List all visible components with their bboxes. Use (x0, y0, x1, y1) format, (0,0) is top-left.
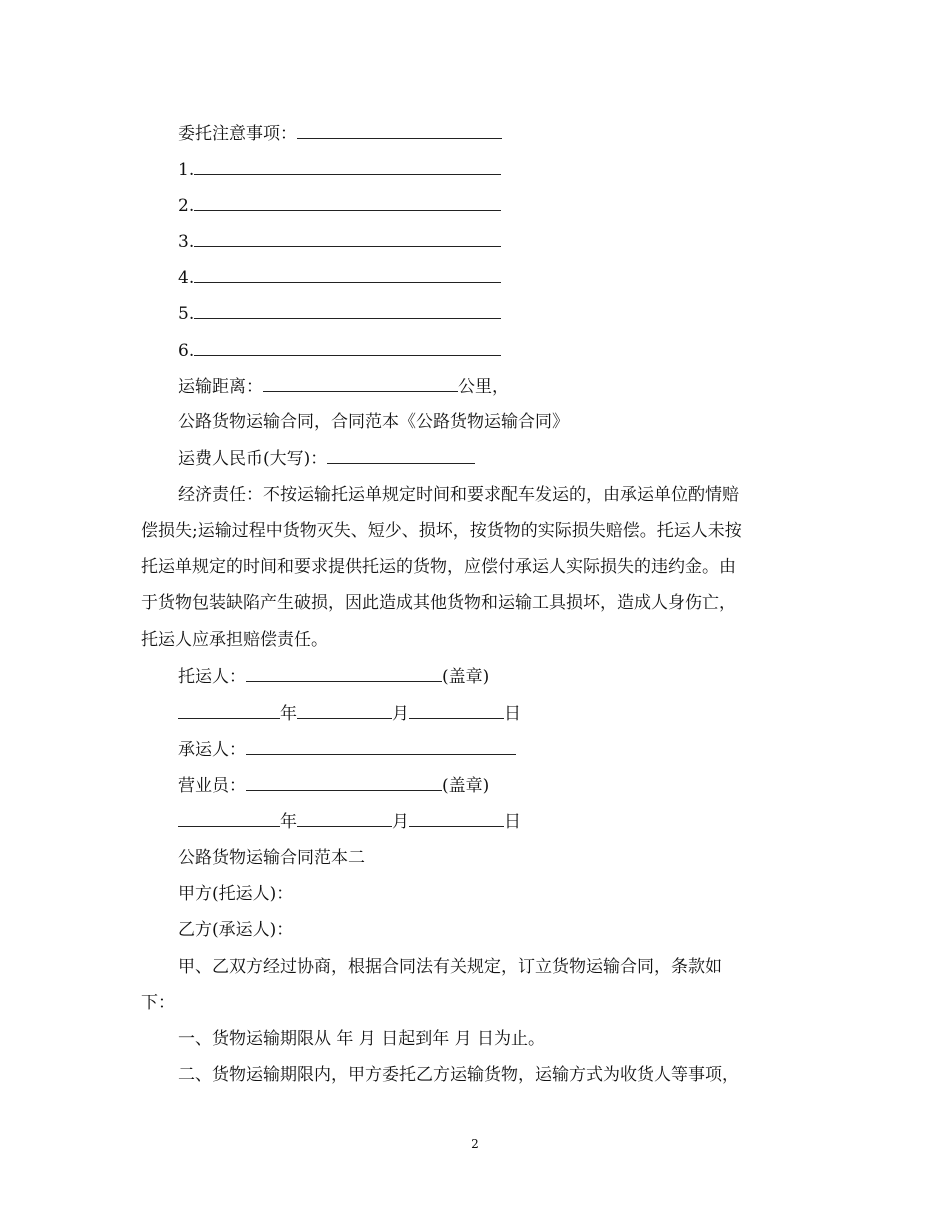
page-number: 2 (471, 1137, 479, 1151)
note-item-number: 4. (178, 268, 195, 288)
distance-line (178, 375, 509, 398)
year-label: 年 (280, 704, 297, 724)
shipper-label: 托运人： (178, 667, 246, 687)
shipper-line (178, 665, 489, 688)
note-item-number: 3. (178, 232, 195, 252)
year-blank (178, 810, 280, 827)
year-label: 年 (280, 812, 297, 832)
notes-line (178, 122, 502, 145)
agreement-line-2: 下： (141, 993, 175, 1013)
carrier-line (178, 738, 516, 761)
note-item-5 (178, 302, 501, 325)
note-item-number: 5. (178, 304, 195, 324)
month-label: 月 (392, 812, 409, 832)
seal-label: (盖章) (442, 667, 490, 687)
distance-unit: 公里， (458, 377, 509, 397)
note-item-2 (178, 194, 501, 217)
seal-label: (盖章) (442, 776, 490, 796)
clerk-line (178, 774, 489, 797)
note-item-blank (194, 194, 501, 211)
day-label: 日 (504, 704, 521, 724)
note-item-blank (194, 339, 501, 356)
note-item-number: 2. (178, 196, 195, 216)
carrier-blank (246, 738, 516, 755)
note-item-blank (194, 158, 501, 175)
template2-title: 公路货物运输合同范本二 (178, 848, 365, 868)
day-label: 日 (504, 812, 521, 832)
distance-label: 运输距离： (178, 377, 263, 397)
note-item-number: 6. (178, 341, 195, 361)
notes-title: 委托注意事项： (178, 124, 297, 144)
agreement-line-1: 甲、乙双方经过协商，根据合同法有关规定，订立货物运输合同，条款如 (178, 957, 722, 977)
year-blank (178, 702, 280, 719)
note-item-blank (194, 266, 501, 283)
liability-line-4: 于货物包装缺陷产生破损，因此造成其他货物和运输工具损坏，造成人身伤亡， (141, 593, 736, 613)
note-item-number: 1. (178, 160, 195, 180)
note-item-1 (178, 158, 501, 181)
clerk-blank (246, 774, 442, 791)
clause-1: 一、货物运输期限从 年 月 日起到年 月 日为止。 (178, 1029, 546, 1049)
note-item-3 (178, 230, 501, 253)
notes-blank (297, 122, 502, 139)
note-item-4 (178, 266, 501, 289)
date-line-1 (178, 702, 521, 725)
month-blank (297, 810, 392, 827)
freight-line (178, 447, 475, 470)
month-blank (297, 702, 392, 719)
party-a-label: 甲方(托运人)： (178, 884, 294, 904)
note-item-6 (178, 339, 501, 362)
shipper-blank (246, 665, 442, 682)
clerk-label: 营业员： (178, 776, 246, 796)
liability-line-2: 偿损失;运输过程中货物灭失、短少、损坏，按货物的实际损失赔偿。托运人未按 (141, 521, 742, 541)
liability-line-5: 托运人应承担赔偿责任。 (141, 630, 328, 650)
distance-blank (263, 375, 458, 392)
day-blank (409, 702, 504, 719)
note-item-blank (194, 230, 501, 247)
note-item-blank (194, 302, 501, 319)
liability-line-1: 经济责任：不按运输托运单规定时间和要求配车发运的，由承运单位酌情赔 (178, 485, 739, 505)
freight-label: 运费人民币(大写)： (178, 449, 328, 469)
day-blank (409, 810, 504, 827)
liability-line-3: 托运单规定的时间和要求提供托运的货物，应偿付承运人实际损失的违约金。由 (141, 557, 736, 577)
contract-reference: 公路货物运输合同，合同范本《公路货物运输合同》 (178, 412, 569, 432)
carrier-label: 承运人： (178, 740, 246, 760)
freight-blank (327, 447, 475, 464)
date-line-2 (178, 810, 521, 833)
party-b-label: 乙方(承运人)： (178, 920, 294, 940)
month-label: 月 (392, 704, 409, 724)
clause-2: 二、货物运输期限内，甲方委托乙方运输货物，运输方式为收货人等事项， (178, 1065, 739, 1085)
